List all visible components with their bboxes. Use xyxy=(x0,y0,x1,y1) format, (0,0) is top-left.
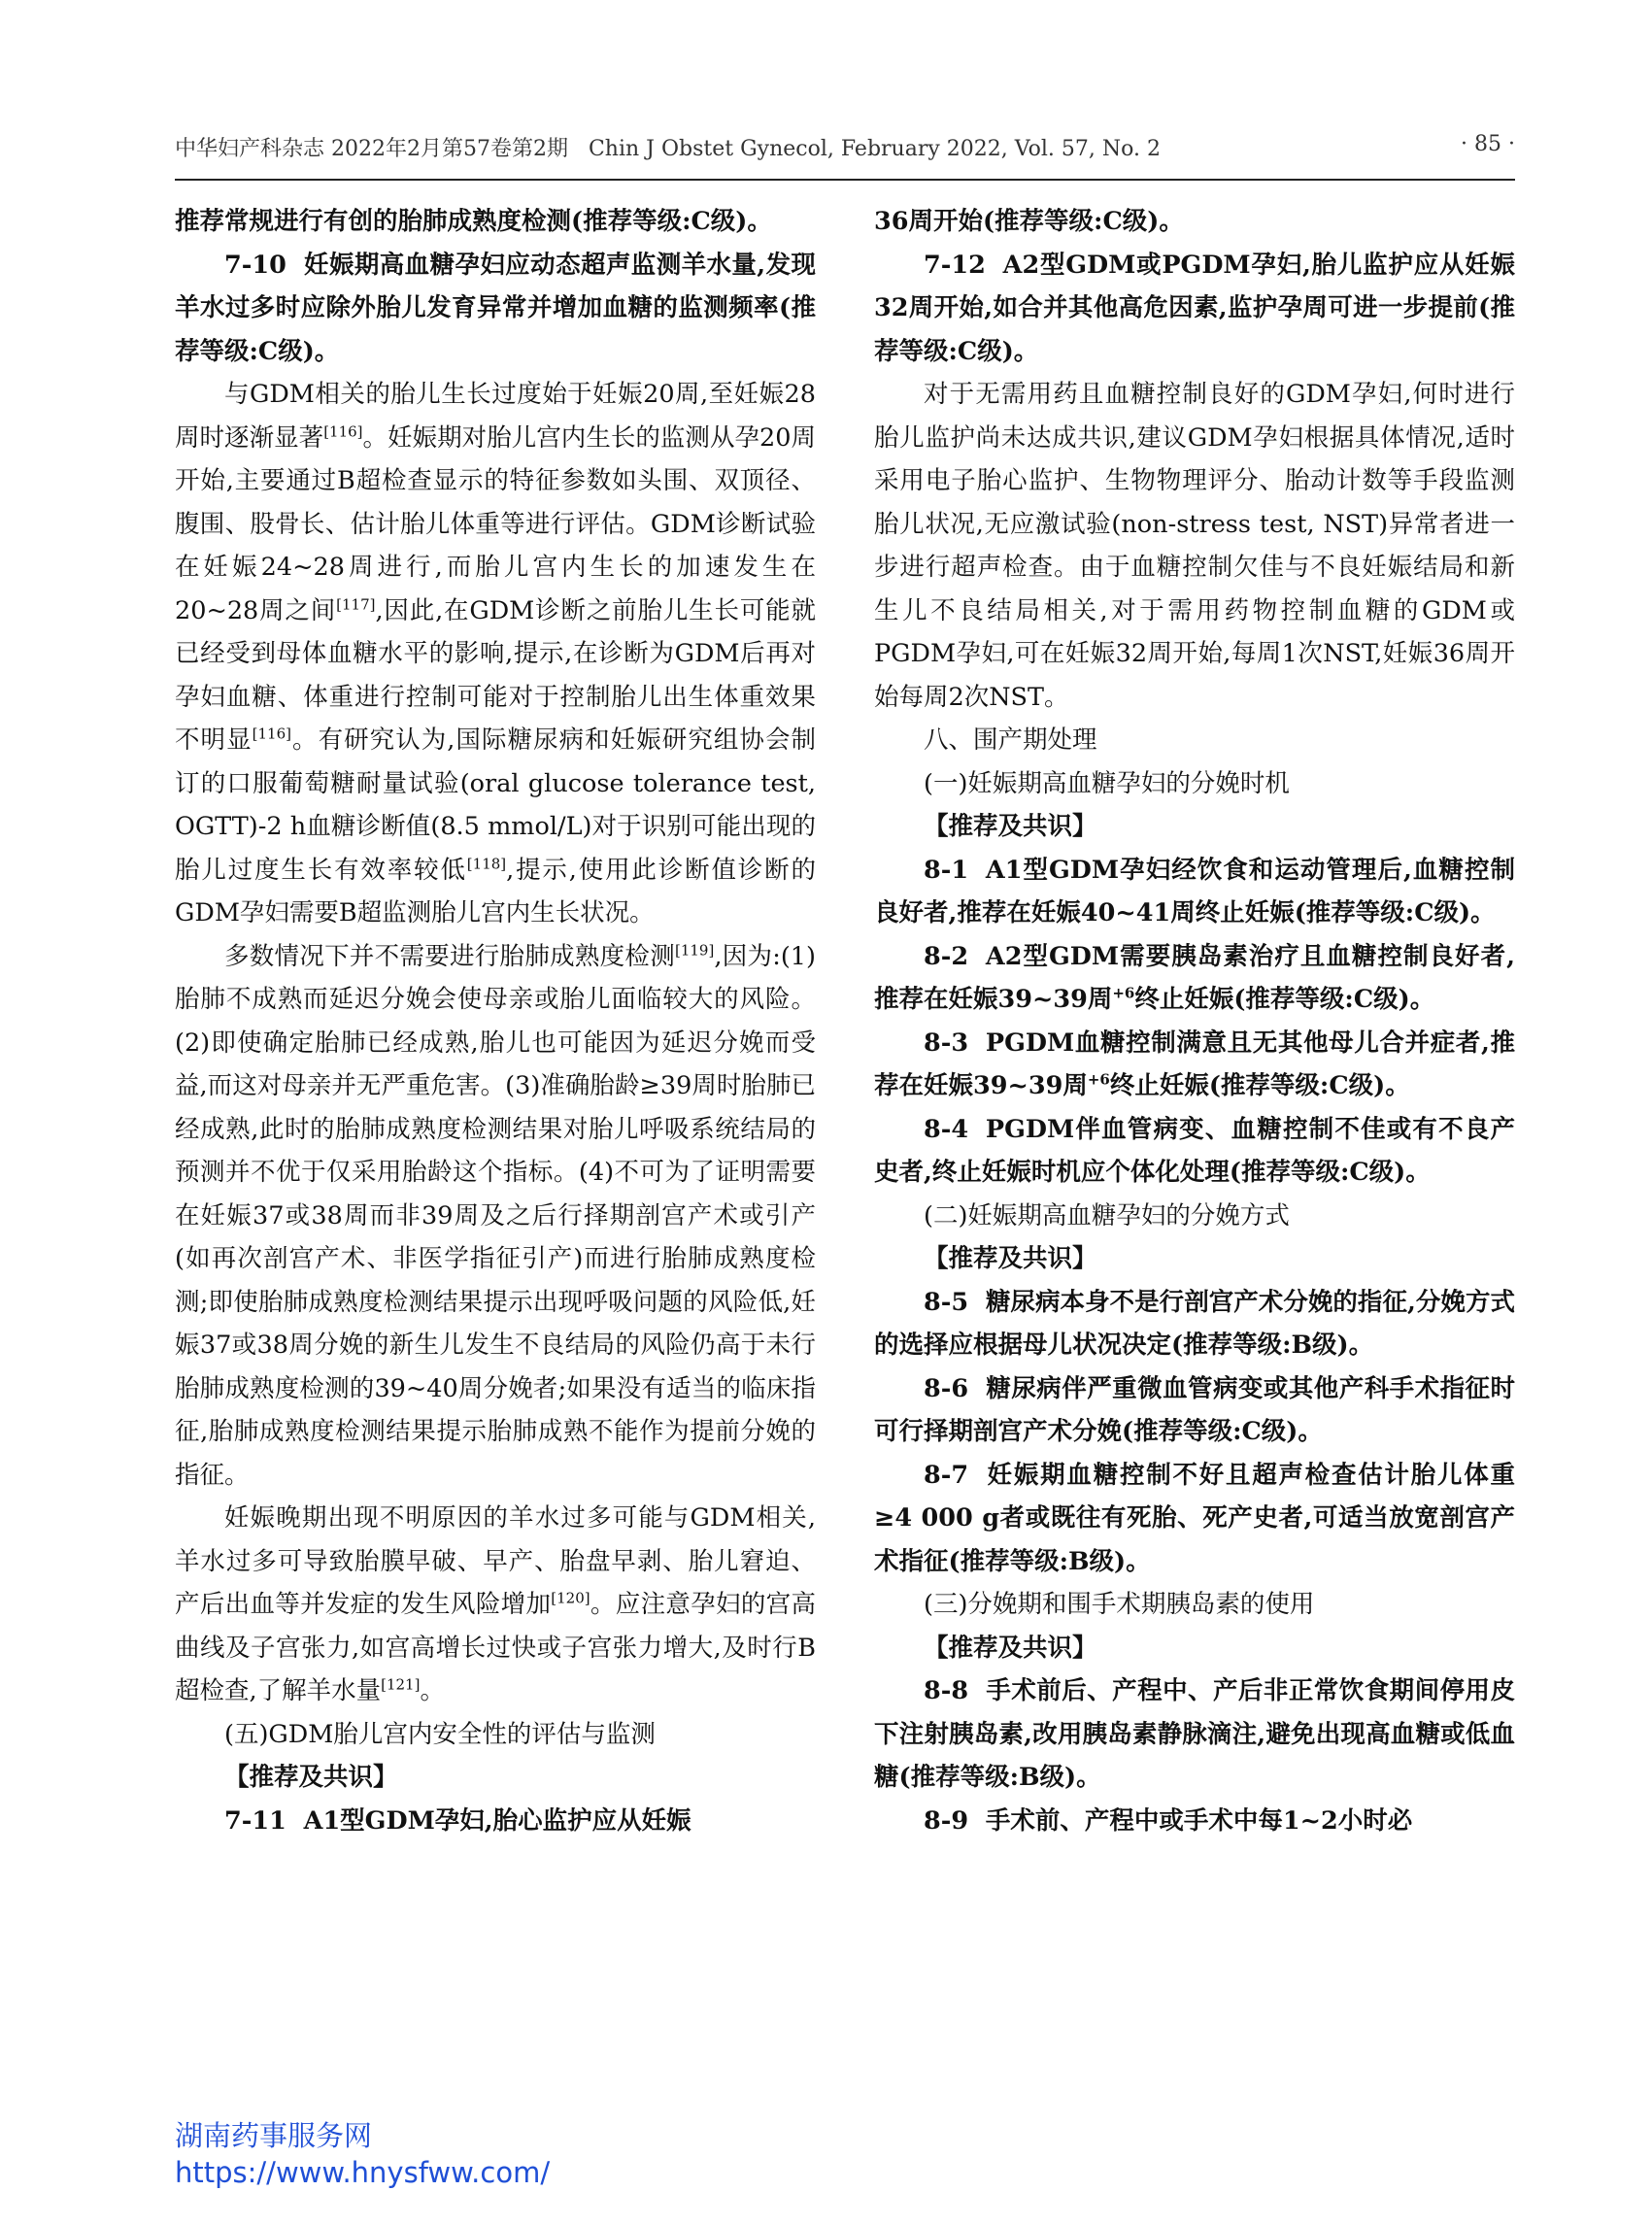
recommendation-8-7 xyxy=(874,1454,1515,1584)
journal-name-en: Chin J Obstet Gynecol, February 2022, Vol. 57, No. 2 xyxy=(588,137,1161,161)
recommendation-7-10 xyxy=(175,244,816,374)
journal-citation xyxy=(175,132,1161,162)
page-number: · 85 · xyxy=(1461,132,1515,156)
paragraph xyxy=(175,935,816,1498)
recommendation-text: 终止妊娠(推荐等级:C级)。 xyxy=(1109,1071,1410,1100)
text-run: 。有研究认为,国际糖尿病和妊娠研究组协会制订的口服葡萄糖耐量试验(oral glucose tolerance test, OGTT)-2 h血糖诊断值(8.5 mmol/L)对于识别可能出现的胎儿过度生长有效率较低 xyxy=(175,725,816,885)
subsection-heading: (二)妊娠期高血糖孕妇的分娩方式 xyxy=(924,1200,1290,1230)
paragraph xyxy=(175,1497,816,1713)
superscript: +6 xyxy=(1112,984,1135,1002)
left-column xyxy=(175,200,816,1842)
recommendation-number: 8-9 xyxy=(924,1805,969,1836)
watermark-site-name: 湖南药事服务网 xyxy=(175,2119,373,2152)
paragraph: 推荐常规进行有创的胎肺成熟度检测(推荐等级:C级)。 xyxy=(175,207,772,236)
recommendation-8-2 xyxy=(874,935,1515,1022)
recommendation-number: 8-5 xyxy=(924,1287,969,1317)
recommendation-label: 【推荐及共识】 xyxy=(924,812,1097,841)
recommendation-text: 糖尿病本身不是行剖宫产术分娩的指征,分娩方式的选择应根据母儿状况决定(推荐等级:B级)。 xyxy=(874,1287,1515,1360)
citation: [121] xyxy=(381,1675,421,1694)
recommendation-text: PGDM伴血管病变、血糖控制不佳或有不良产史者,终止妊娠时机应个体化处理(推荐等级:C级)。 xyxy=(874,1114,1515,1187)
recommendation-8-4 xyxy=(874,1108,1515,1195)
recommendation-7-11 xyxy=(175,1800,816,1843)
text-run: 多数情况下并不需要进行胎肺成熟度检测 xyxy=(224,941,675,971)
citation: [119] xyxy=(674,941,715,959)
recommendation-text: PGDM血糖控制满意且无其他母儿合并症者,推荐在妊娠39~39周 xyxy=(874,1028,1515,1100)
subsection-heading: (一)妊娠期高血糖孕妇的分娩时机 xyxy=(924,768,1290,798)
recommendation-text: 妊娠期血糖控制不好且超声检查估计胎儿体重≥4 000 g者或既往有死胎、死产史者,可适当放宽剖宫产术指征(推荐等级:B级)。 xyxy=(874,1460,1515,1576)
recommendation-8-9 xyxy=(874,1800,1515,1843)
recommendation-8-3 xyxy=(874,1022,1515,1108)
paragraph: 36周开始(推荐等级:C级)。 xyxy=(874,207,1184,236)
text-run: 与GDM相关的胎儿生长过度始于妊娠20周,至妊娠28周时逐渐显著 xyxy=(175,380,816,453)
paragraph xyxy=(175,373,816,935)
recommendation-label: 【推荐及共识】 xyxy=(924,1633,1097,1663)
recommendation-text: 妊娠期高血糖孕妇应动态超声监测羊水量,发现羊水过多时应除外胎儿发育异常并增加血糖的监测频率(推荐等级:C级)。 xyxy=(175,250,816,366)
watermark xyxy=(175,2117,550,2191)
recommendation-label: 【推荐及共识】 xyxy=(924,1244,1097,1273)
recommendation-number: 8-3 xyxy=(924,1028,969,1058)
recommendation-number: 8-2 xyxy=(924,941,969,971)
right-column xyxy=(874,200,1515,1842)
subsection-heading: (三)分娩期和围手术期胰岛素的使用 xyxy=(924,1590,1315,1619)
recommendation-number: 8-7 xyxy=(924,1460,969,1490)
recommendation-label: 【推荐及共识】 xyxy=(224,1763,398,1792)
citation: [118] xyxy=(466,855,507,872)
recommendation-text: A1型GDM孕妇,胎心监护应从妊娠 xyxy=(303,1805,691,1836)
recommendation-text: 手术前后、产程中、产后非正常饮食期间停用皮下注射胰岛素,改用胰岛素静脉滴注,避免出现高血糖或低血糖(推荐等级:B级)。 xyxy=(874,1676,1515,1792)
recommendation-number: 8-4 xyxy=(924,1114,969,1144)
citation: [116] xyxy=(252,725,291,743)
section-heading: 八、围产期处理 xyxy=(924,725,1097,755)
header-rule xyxy=(175,179,1515,181)
recommendation-8-1 xyxy=(874,849,1515,935)
recommendation-8-8 xyxy=(874,1669,1515,1800)
recommendation-8-6 xyxy=(874,1367,1515,1454)
text-run: 。应注意孕妇的宫高曲线及子宫张力,如宫高增长过快或子宫张力增大,及时行B超检查,了解羊水量 xyxy=(175,1590,816,1705)
citation: [117] xyxy=(336,595,376,613)
text-run: ,提示,使用此诊断值诊断的GDM孕妇需要B超监测胎儿宫内生长状况。 xyxy=(175,855,816,927)
watermark-url[interactable]: https://www.hnysfww.com/ xyxy=(175,2156,551,2189)
citation: [116] xyxy=(323,422,363,440)
recommendation-number: 7-11 xyxy=(224,1805,287,1836)
recommendation-number: 7-10 xyxy=(224,250,287,280)
citation: [120] xyxy=(551,1589,590,1607)
recommendation-text: 糖尿病伴严重微血管病变或其他产科手术指征时可行择期剖宫产术分娩(推荐等级:C级)。 xyxy=(874,1373,1515,1446)
recommendation-8-5 xyxy=(874,1281,1515,1367)
recommendation-number: 7-12 xyxy=(924,250,986,280)
text-run: 妊娠晚期出现不明原因的羊水过多可能与GDM相关,羊水过多可导致胎膜早破、早产、胎盘早剥、胎儿窘迫、产后出血等并发症的发生风险增加 xyxy=(175,1503,816,1619)
recommendation-number: 8-6 xyxy=(924,1373,969,1403)
recommendation-text: A1型GDM孕妇经饮食和运动管理后,血糖控制良好者,推荐在妊娠40~41周终止妊娠(推荐等级:C级)。 xyxy=(874,855,1515,927)
recommendation-text: 手术前、产程中或手术中每1~2小时必 xyxy=(985,1805,1413,1836)
recommendation-text: A2型GDM或PGDM孕妇,胎儿监护应从妊娠32周开始,如合并其他高危因素,监护孕周可进一步提前(推荐等级:C级)。 xyxy=(874,250,1515,366)
text-run: 。妊娠期对胎儿宫内生长的监测从孕20周开始,主要通过B超检查显示的特征参数如头围、双顶径、腹围、股骨长、估计胎儿体重等进行评估。GDM诊断试验在妊娠24~28周进行,而胎儿宫内生长的加速发生在20~28周之间 xyxy=(175,422,816,625)
text-run: 。 xyxy=(420,1676,445,1705)
section-heading: (五)GDM胎儿宫内安全性的评估与监测 xyxy=(224,1719,656,1749)
paragraph: 对于无需用药且血糖控制良好的GDM孕妇,何时进行胎儿监护尚未达成共识,建议GDM孕妇根据具体情况,适时采用电子胎心监护、生物物理评分、胎动计数等手段监测胎儿状况,无应激试验(non-stress test, NST)异常者进一步进行超声检查。由于血糖控制欠佳与不良妊娠结局和新生儿不良结局相关,对于需用药物控制血糖的GDM或PGDM孕妇,可在妊娠32周开始,每周1次NST,妊娠36周开始每周2次NST。 xyxy=(874,380,1515,712)
running-header xyxy=(175,132,1515,171)
recommendation-text: A2型GDM需要胰岛素治疗且血糖控制良好者,推荐在妊娠39~39周 xyxy=(874,941,1515,1014)
recommendation-7-12 xyxy=(874,244,1515,374)
text-run: ,因此,在GDM诊断之前胎儿生长可能就已经受到母体血糖水平的影响,提示,在诊断为GDM后再对孕妇血糖、体重进行控制可能对于控制胎儿出生体重效果不明显 xyxy=(175,595,817,755)
text-run: ,因为:(1)胎肺不成熟而延迟分娩会使母亲或胎儿面临较大的风险。(2)即使确定胎肺已经成熟,胎儿也可能因为延迟分娩而受益,而这对母亲并无严重危害。(3)准确胎龄≥39周时胎肺已经成熟,此时的胎肺成熟度检测结果对胎儿呼吸系统结局的预测并不优于仅采用胎龄这个指标。(4)不可为了证明需要在妊娠37或38周而非39周及之后行择期剖宫产术或引产(如再次剖宫产术、非医学指征引产)而进行胎肺成熟度检测;即使胎肺成熟度检测结果提示出现呼吸问题的风险低,妊娠37或38周分娩的新生儿发生不良结局的风险仍高于未行胎肺成熟度检测的39~40周分娩者;如果没有适当的临床指征,胎肺成熟度检测结果提示胎肺成熟不能作为提前分娩的指征。 xyxy=(175,941,816,1490)
superscript: +6 xyxy=(1087,1070,1110,1089)
recommendation-number: 8-1 xyxy=(924,855,969,885)
journal-name-cn: 中华妇产科杂志 2022年2月第57卷第2期 xyxy=(175,137,568,161)
recommendation-number: 8-8 xyxy=(924,1676,969,1705)
recommendation-text: 终止妊娠(推荐等级:C级)。 xyxy=(1134,985,1435,1014)
